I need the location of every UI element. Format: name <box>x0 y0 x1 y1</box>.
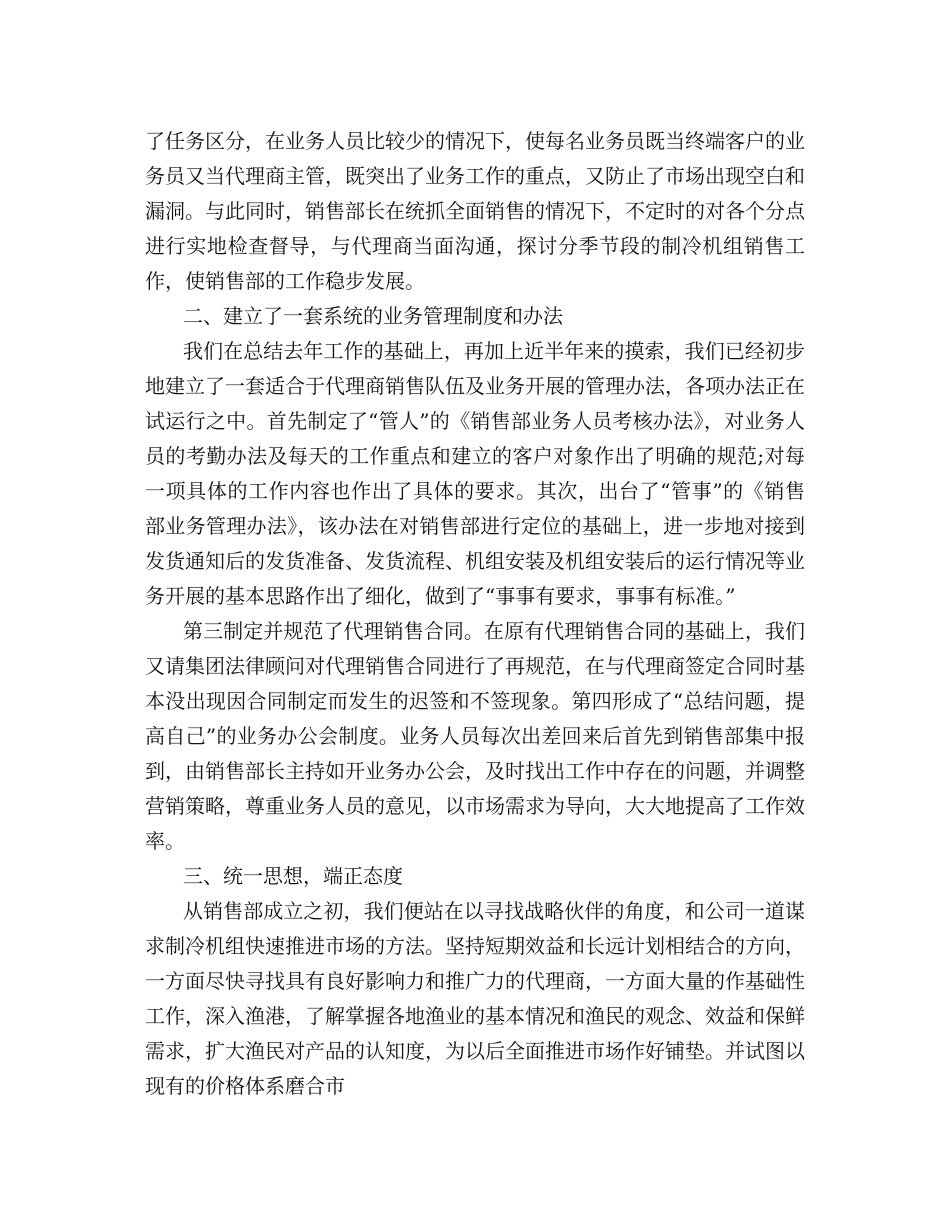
document-body <box>145 124 805 1104</box>
paragraph-management-system: 我们在总结去年工作的基础上，再加上近半年来的摸索，我们已经初步地建立了一套适合于代理商销售队伍及业务开展的管理办法，各项办法正在试运行之中。首先制定了“管人”的《销售部业务人员考核办法》，对业务人员的考勤办法及每天的工作重点和建立的客户对象作出了明确的规范;对每一项具体的工作内容也作出了具体的要求。其次，出台了“管事”的《销售部业务管理办法》，该办法在对销售部进行定位的基础上，进一步地对接到发货通知后的发货准备、发货流程、机组安装及机组安装后的运行情况等业务开展的基本思路作出了细化，做到了“事事有要求，事事有标准。” <box>145 339 805 608</box>
paragraph-continuation: 了任务区分，在业务人员比较少的情况下，使每名业务员既当终端客户的业务员又当代理商主管，既突出了业务工作的重点，又防止了市场出现空白和漏洞。与此同时，销售部长在统抓全面销售的情况下，不定时的对各个分点进行实地检查督导，与代理商当面沟通，探讨分季节段的制冷机组销售工作，使销售部的工作稳步发展。 <box>145 129 805 293</box>
section-heading-two: 二、建立了一套系统的业务管理制度和办法 <box>183 304 563 328</box>
paragraph-unified-thinking: 从销售部成立之初，我们便站在以寻找战略伙伴的角度，和公司一道谋求制冷机组快速推进市场的方法。坚持短期效益和长远计划相结合的方向，一方面尽快寻找具有良好影响力和推广力的代理商，一方面大量的作基础性工作，深入渔港，了解掌握各地渔业的基本情况和渔民的观念、效益和保鲜需求，扩大渔民对产品的认知度，为以后全面推进市场作好铺垫。并试图以现有的价格体系磨合市 <box>145 899 805 1098</box>
paragraph-contracts-meetings: 第三制定并规范了代理销售合同。在原有代理销售合同的基础上，我们又请集团法律顾问对代理销售合同进行了再规范，在与代理商签定合同时基本没出现因合同制定而发生的迟签和不签现象。第四形成了“总结问题，提高自己”的业务办公会制度。业务人员每次出差回来后首先到销售部集中报到，由销售部长主持如开业务办公会，及时找出工作中存在的问题，并调整营销策略，尊重业务人员的意见，以市场需求为导向，大大地提高了工作效率。 <box>145 619 805 853</box>
section-heading-three: 三、统一思想，端正态度 <box>183 864 403 888</box>
